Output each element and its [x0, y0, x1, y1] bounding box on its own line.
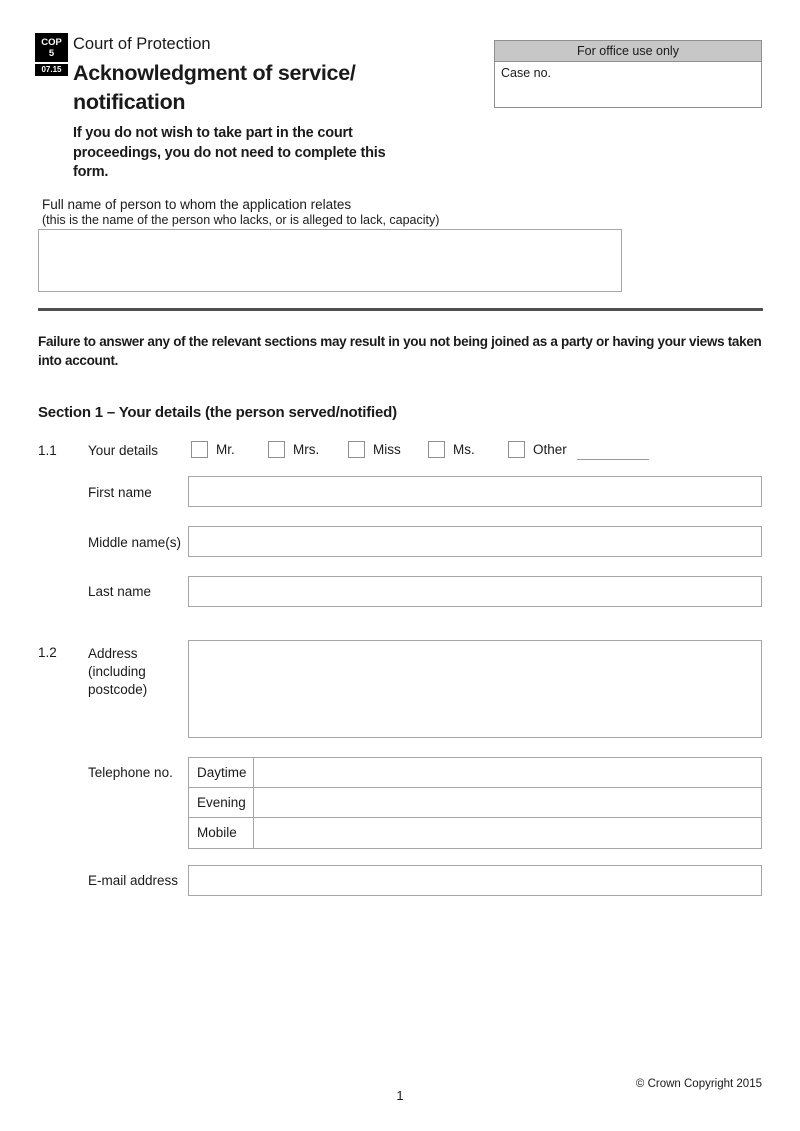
telephone-mobile-label: Mobile [189, 818, 254, 848]
q1-1-label: Your details [88, 443, 159, 458]
case-no-label: Case no. [501, 66, 552, 80]
telephone-row-daytime [189, 758, 761, 788]
title-option-miss [348, 441, 401, 458]
address-input[interactable] [188, 640, 762, 738]
office-use-header: For office use only [495, 41, 761, 62]
telephone-row-mobile [189, 818, 761, 848]
warning-note: Failure to answer any of the relevant sections may result in you not being joined as a party or having your views taken into account. [38, 334, 762, 368]
checkbox-mrs[interactable] [268, 441, 285, 458]
telephone-row-evening [189, 788, 761, 818]
telephone-label: Telephone no. [88, 765, 173, 780]
first-name-input[interactable] [188, 476, 762, 507]
telephone-daytime-input[interactable] [254, 758, 761, 787]
title-option-mr [191, 441, 235, 458]
copyright-notice: © Crown Copyright 2015 [635, 1078, 762, 1090]
title-option-ms [428, 441, 475, 458]
q1-2-number: 1.2 [38, 645, 57, 660]
form-title-line-2: notification [73, 90, 186, 114]
other-title-input-line[interactable] [577, 459, 649, 460]
middle-name-input[interactable] [188, 526, 762, 557]
telephone-evening-input[interactable] [254, 788, 761, 817]
checkbox-mr-label: Mr. [216, 442, 235, 457]
checkbox-mrs-label: Mrs. [293, 442, 320, 457]
email-input[interactable] [188, 865, 762, 896]
logo-form-number: 5 [48, 48, 55, 59]
fullname-label: Full name of person to whom the application relates [42, 197, 352, 212]
checkbox-ms[interactable] [428, 441, 445, 458]
last-name-input[interactable] [188, 576, 762, 607]
checkbox-other-label: Other [533, 442, 567, 457]
checkbox-other[interactable] [508, 441, 525, 458]
checkbox-miss[interactable] [348, 441, 365, 458]
telephone-table [188, 757, 762, 849]
telephone-evening-label: Evening [189, 788, 254, 817]
logo-version-text: 07.15 [35, 64, 68, 76]
logo-cop-text: COP [41, 37, 62, 48]
form-title-line-1: Acknowledgment of service/ [73, 61, 356, 85]
fullname-sublabel: (this is the name of the person who lacks, or is alleged to lack, capacity) [42, 213, 440, 227]
telephone-daytime-label: Daytime [189, 758, 254, 787]
section-divider [38, 308, 763, 311]
telephone-mobile-input[interactable] [254, 818, 761, 848]
intro-note: If you do not wish to take part in the court proceedings, you do not need to complete this form. [73, 125, 386, 180]
checkbox-miss-label: Miss [373, 442, 401, 457]
checkbox-mr[interactable] [191, 441, 208, 458]
last-name-label: Last name [88, 584, 152, 599]
logo-form-code [35, 33, 68, 62]
checkbox-ms-label: Ms. [453, 442, 475, 457]
office-use-box [494, 40, 762, 108]
cop5-form-logo [35, 33, 68, 76]
middle-name-label: Middle name(s) [88, 535, 182, 550]
case-no-row [495, 62, 761, 107]
address-label: Address (including postcode) [88, 646, 148, 697]
court-name: Court of Protection [73, 35, 211, 53]
fullname-input[interactable] [38, 229, 622, 292]
page-number: 1 [396, 1088, 404, 1103]
form-title [73, 59, 356, 117]
email-label: E-mail address [88, 873, 179, 888]
title-option-other [508, 441, 567, 458]
title-option-mrs [268, 441, 319, 458]
first-name-label: First name [88, 485, 152, 500]
section1-heading: Section 1 – Your details (the person served/notified) [38, 404, 397, 421]
q1-1-number: 1.1 [38, 443, 57, 458]
